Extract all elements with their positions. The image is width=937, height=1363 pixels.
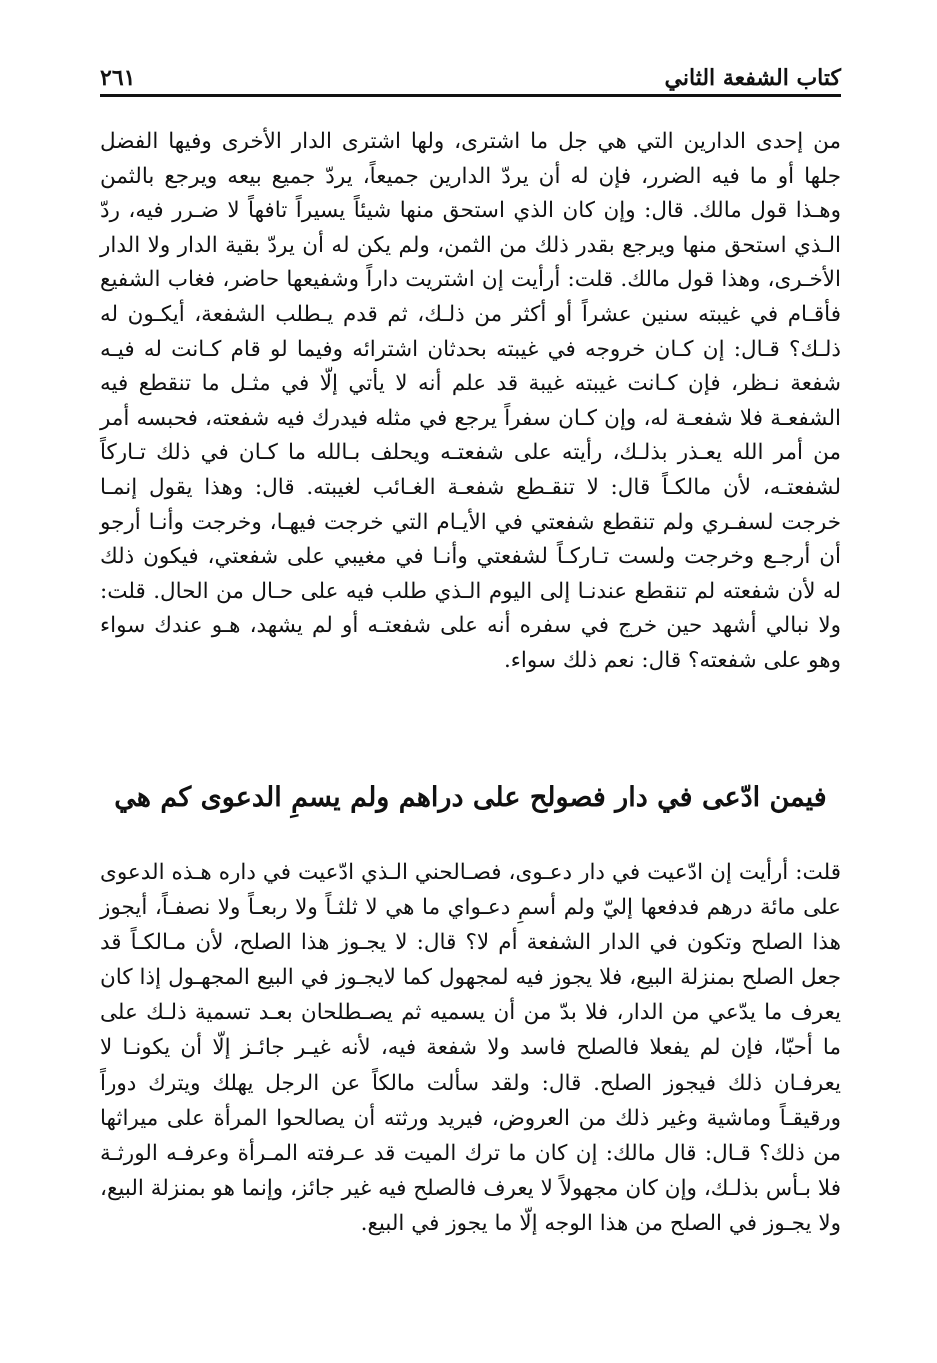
section-title: فيمن ادّعى في دار فصولح على دراهم ولم يسمِ الدعوى كم هي <box>114 782 827 813</box>
running-header <box>100 58 841 97</box>
body-paragraph-2: قلت: أرأيت إن ادّعيت في دار دعـوى، فصـالحني الـذي ادّعيت في داره هـذه الدعوى على مائة درهم فدفعها إليّ ولم أسمِ دعـواي ما هي لا ثلثـاً ولا ربعـاً ولا نصفـاً، أيجوز هذا الصلح وتكون في الدار الشفعة أم لا؟ قال: لا يجـوز هذا الصلح، لأن مـالكـاً قد جعل الصلح بمنزلة البيع، فلا يجوز فيه لمجهول كما لايجـوز في البيع المجهـول إذا كان يعرف ما يدّعي من الدار، فلا بدّ من أن يسميه ثم يصـطلحان بعـد تسمية ذلـك على ما أحبّا، فإن لم يفعلا فالصلح فاسد ولا شفعة فيه، لأنه غيـر جائـز إلّا أن يكونـا لا يعرفـان ذلك فيجوز الصلح. قال: ولقد سألت مالكاً عن الرجل يهلك ويترك دوراً ورقيقـاً وماشية وغير ذلك من العروض، فيريد ورثته أن يصالحوا المرأة على ميراثها من ذلك؟ قـال: قال مالك: إن كان ما ترك الميت قد عـرفته المـرأة وعرفـه الورثـة فلا بـأس بذلـك، وإن كان مجهولاً لا يعرف فالصلح فيه غير جائز، وإنما هو بمنزلة البيع، ولا يجـوز في الصلح من هذا الوجه إلّا ما يجوز في البيع. <box>100 860 841 1236</box>
body-paragraph-1: من إحدى الدارين التي هي جل ما اشترى، ولها اشترى الدار الأخرى وفيها الفضل جلها أو ما فيه الضرر، فإن له أن يردّ الدارين جميعاً، يردّ جميع بيعه ويرجع بالثمن وهـذا قول مالك. قال: وإن كان الذي استحق منها شيئاً يسيراً تافهاً لا ضـرر فيه، ردّ الـذي استحق منها ويرجع بقدر ذلك من الثمن، ولم يكن له أن يردّ بقية الدار ولا الدار الأخـرى، وهذا قول مالك. قلت: أرأيت إن اشتريت داراً وشفيعها حاضر، فغاب الشفيع فأقـام في غيبته سنين عشراً أو أكثر من ذلـك، ثم قدم يـطلب الشفعة، أيكـون له ذلـك؟ قـال: إن كـان خروجه في غيبته بحدثان اشترائه وفيما لو قام كـانت له فيـه شفعة نـظر، فإن كـانت غيبته غيبة قد علم أنه لا يأتي إلّا في مثـل ما تنقطع فيه الشفعـة فلا شفعـة له، وإن كـان سفراً يرجع في مثله فيدرك فيه شفعته، فحبسه أمر من أمر الله يعـذر بذلـك، رأيته على شفعتـه ويحلف بـالله ما كـان في ذلك تـاركاً لشفعتـه، لأن مالكـاً قال: لا تنقـطع شفعـة الغـائب لغيبته. قال: وهذا يقول إنمـا خرجت لسفـري ولم تنقطع شفعتي في الأيـام التي خرجت فيهـا، وخرجت وأنـا أرجو أن أرجـع وخرجت ولست تـاركـاً لشفعتي وأنـا في مغيبي على شفعتي، فيكون ذلك له لأن شفعته لم تنقطع عندنـا إلى اليوم الـذي طلب فيه على حـال من الحال. قلت: ولا نبالي أشهد حين خرج في سفره أنه على شفعتـه أو لم يشهد، هـو عندك سواء وهو على شفعته؟ قال: نعم ذلك سواء. <box>100 129 842 673</box>
header-title: كتاب الشفعة الثاني <box>664 65 841 91</box>
page-number: ٢٦١ <box>100 65 136 91</box>
